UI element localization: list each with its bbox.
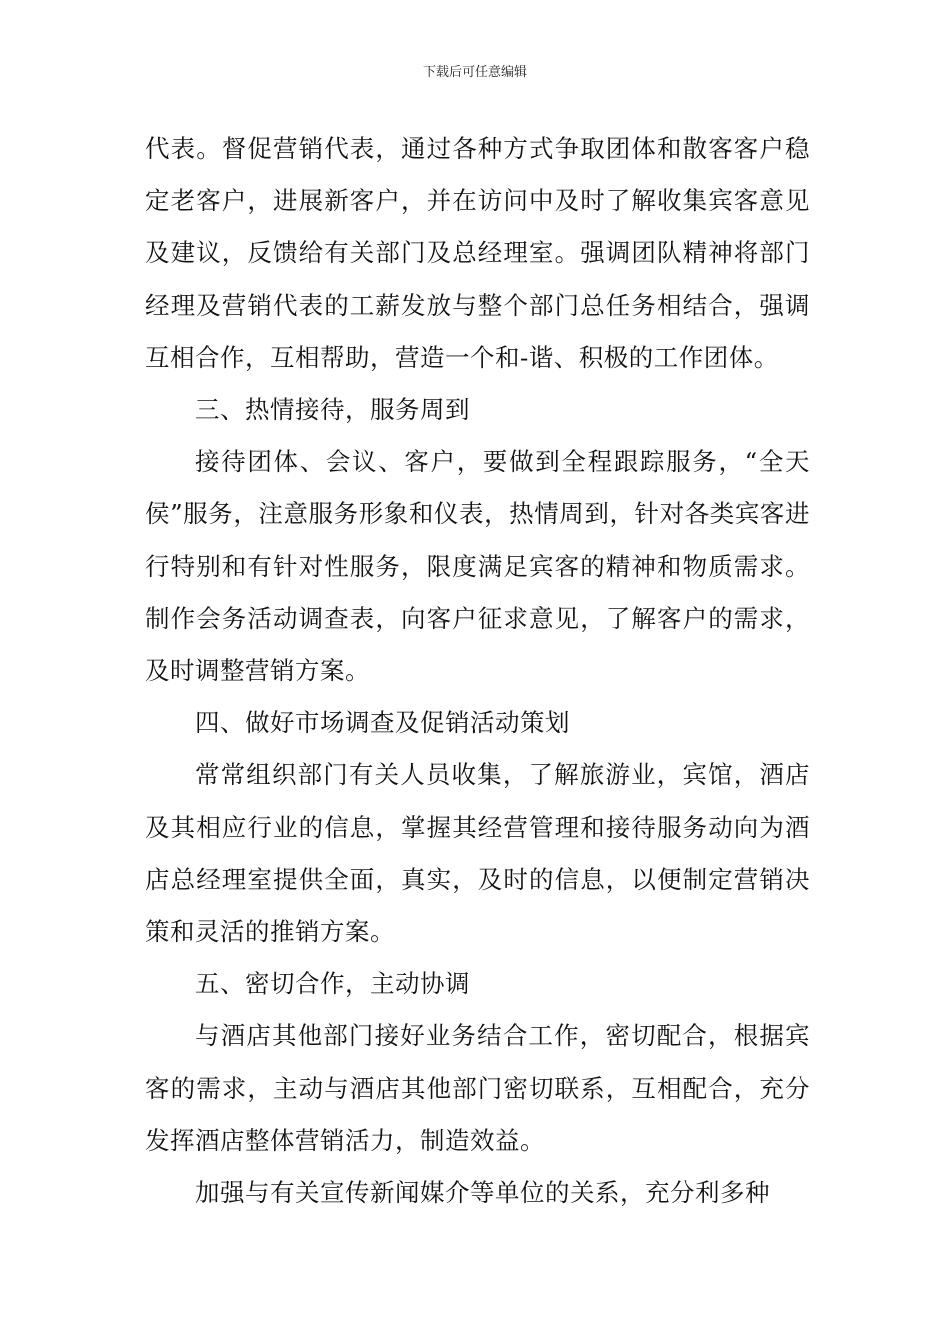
paragraph-continued: 代表。督促营销代表，通过各种方式争取团体和散客客户稳定老客户，进展新客户，并在访问中及时了解收集宾客意见及建议，反馈给有关部门及总经理室。强调团队精神将部门经理及营销代表的工薪发放与整个部门总任务相结合，强调互相合作，互相帮助，营造一个和-谐、积极的工作团体。 — [145, 134, 810, 372]
section-heading-5: 五、密切合作，主动协调 — [195, 969, 470, 999]
paragraph-media: 加强与有关宣传新闻媒介等单位的关系，充分利多种 — [195, 1178, 770, 1208]
paragraph-research: 常常组织部门有关人员收集，了解旅游业，宾馆，酒店及其相应行业的信息，掌握其经营管理和接待服务动向为酒店总经理室提供全面，真实，及时的信息，以便制定营销决策和灵活的推销方案。 — [145, 760, 810, 947]
page-header: 下载后可任意编辑 — [422, 65, 527, 80]
section-heading-3: 三、热情接待，服务周到 — [195, 395, 470, 425]
paragraph-reception: 接待团体、会议、客户，要做到全程跟踪服务，“全天侯”服务，注意服务形象和仪表，热情周到，针对各类宾客进行特别和有针对性服务，限度满足宾客的精神和物质需求。制作会务活动调查表，向客户征求意见，了解客户的需求，及时调整营销方案。 — [145, 447, 810, 686]
document-body — [145, 123, 810, 1219]
paragraph-cooperation: 与酒店其他部门接好业务结合工作，密切配合，根据宾客的需求，主动与酒店其他部门密切联系，互相配合，充分发挥酒店整体营销活力，制造效益。 — [145, 1021, 810, 1155]
section-heading-4: 四、做好市场调查及促销活动策划 — [195, 708, 570, 738]
